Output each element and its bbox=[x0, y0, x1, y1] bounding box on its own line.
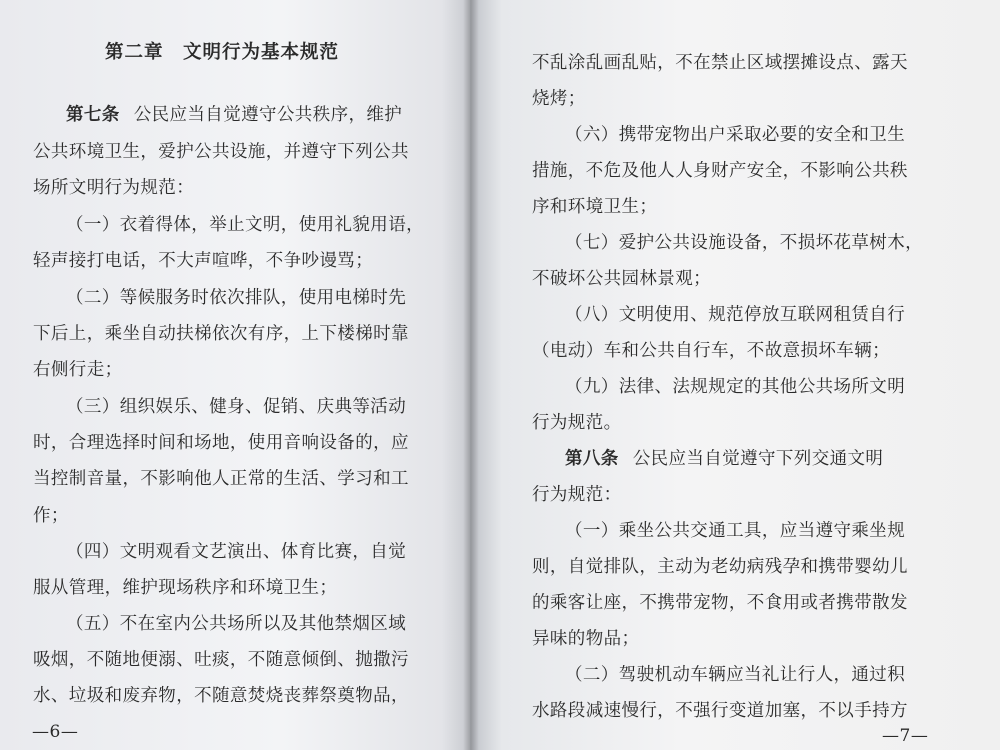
text-line: 水、垃圾和废弃物，不随意焚烧丧葬祭奠物品， bbox=[33, 686, 409, 706]
text-line: （八）文明使用、规范停放互联网租赁自行 bbox=[565, 305, 906, 325]
book-gutter bbox=[463, 0, 479, 750]
text-line: 服从管理，维护现场秩序和环境卫生； bbox=[33, 578, 338, 598]
text-line: 时，合理选择时间和场地，使用音响设备的，应 bbox=[33, 433, 409, 453]
text-line: 行为规范。 bbox=[532, 413, 622, 433]
page-number-right: —7— bbox=[882, 726, 929, 746]
text-line: 右侧行走； bbox=[33, 360, 123, 380]
text-line: 的乘客让座，不携带宠物，不食用或者携带散发 bbox=[532, 593, 908, 613]
article-7-first-line bbox=[66, 104, 402, 126]
text-line: （七）爱护公共设施设备，不损坏花草树木， bbox=[565, 233, 923, 253]
article-8-label: 第八条 bbox=[565, 449, 619, 469]
text-line: 不乱涂乱画乱贴，不在禁止区域摆摊设点、露天 bbox=[532, 53, 908, 73]
text-line: （三）组织娱乐、健身、促销、庆典等活动 bbox=[66, 397, 407, 417]
text-line: （一）乘坐公共交通工具，应当遵守乘坐规 bbox=[565, 521, 906, 541]
left-page bbox=[0, 0, 470, 750]
text-line: 水路段减速慢行，不强行变道加塞，不以手持方 bbox=[532, 701, 908, 721]
article-8-first-line bbox=[565, 448, 883, 470]
text-line: 行为规范： bbox=[532, 485, 622, 505]
text-line: （五）不在室内公共场所以及其他禁烟区域 bbox=[66, 614, 407, 634]
text-line: 异味的物品； bbox=[532, 629, 640, 649]
page-number-left: —6— bbox=[32, 722, 79, 742]
text-line: （一）衣着得体，举止文明，使用礼貌用语， bbox=[66, 215, 424, 235]
text-line: （四）文明观看文艺演出、体育比赛，自觉 bbox=[66, 542, 407, 562]
text-line: 轻声接打电话，不大声喧哗，不争吵谩骂； bbox=[33, 251, 374, 271]
text-line: 烧烤； bbox=[532, 89, 586, 109]
text-line: 作； bbox=[33, 506, 69, 526]
text-line: （二）等候服务时依次排队，使用电梯时先 bbox=[66, 288, 407, 308]
text-line: 序和环境卫生； bbox=[532, 197, 658, 217]
text-line: （九）法律、法规规定的其他公共场所文明 bbox=[565, 377, 906, 397]
text-line: 不破坏公共园林景观； bbox=[532, 269, 711, 289]
text-line: 当控制音量，不影响他人正常的生活、学习和工 bbox=[33, 469, 409, 489]
text-line: 则，自觉排队，主动为老幼病残孕和携带婴幼儿 bbox=[532, 557, 908, 577]
text-line: （二）驾驶机动车辆应当礼让行人，通过积 bbox=[565, 665, 906, 685]
text-line: 公民应当自觉遵守下列交通文明 bbox=[632, 449, 884, 469]
text-line: 公民应当自觉遵守公共秩序，维护 bbox=[133, 105, 403, 125]
text-line: 下后上，乘坐自动扶梯依次有序，上下楼梯时靠 bbox=[33, 324, 409, 344]
chapter-title: 第二章 文明行为基本规范 bbox=[105, 42, 340, 63]
text-line: （电动）车和公共自行车，不故意损坏车辆； bbox=[532, 341, 890, 361]
article-7-label: 第七条 bbox=[66, 105, 120, 125]
text-line: 措施，不危及他人人身财产安全，不影响公共秩 bbox=[532, 161, 908, 181]
text-line: 公共环境卫生，爱护公共设施，并遵守下列公共 bbox=[33, 142, 409, 162]
text-line: （六）携带宠物出户采取必要的安全和卫生 bbox=[565, 125, 906, 145]
text-line: 场所文明行为规范： bbox=[33, 178, 195, 198]
right-page bbox=[470, 0, 1000, 750]
text-line: 吸烟，不随地便溺、吐痰，不随意倾倒、抛撒污 bbox=[33, 650, 409, 670]
